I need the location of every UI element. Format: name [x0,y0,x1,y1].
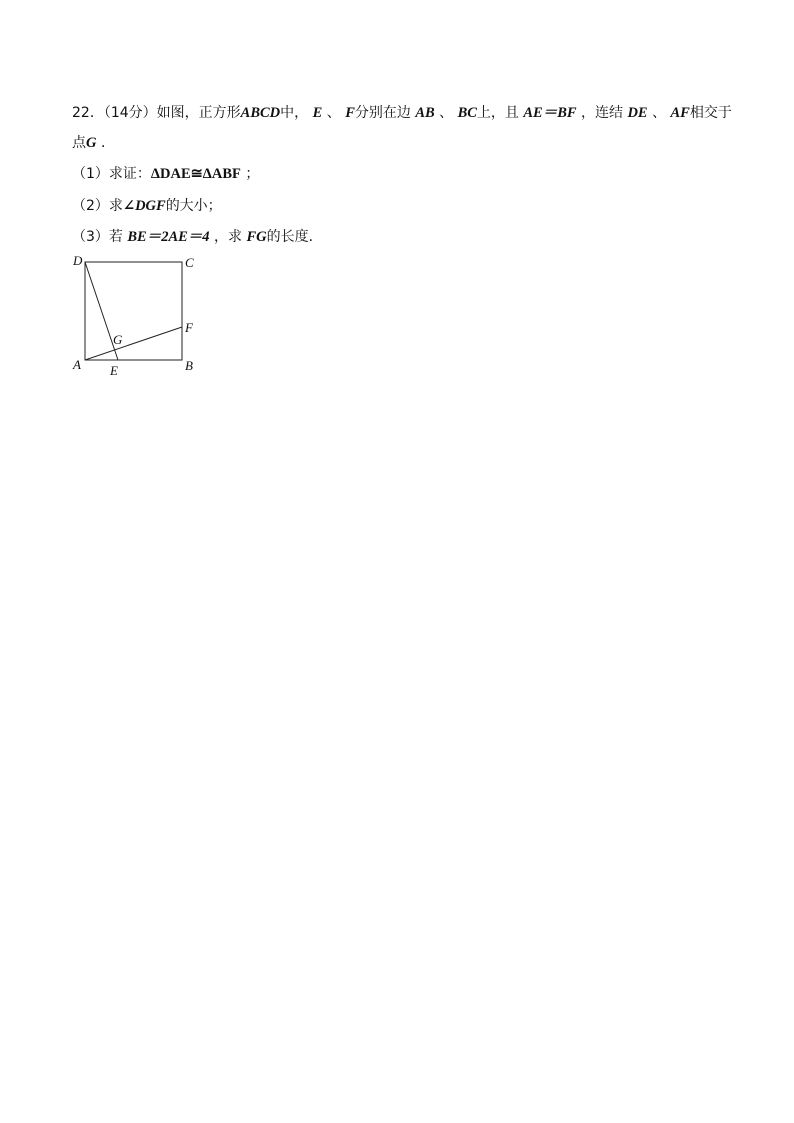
label-g: G [113,332,123,347]
problem-text: 上，且 [476,105,519,121]
problem-text: ． [100,135,115,151]
square-abcd [85,262,182,360]
problem-text: 点 [72,135,86,151]
problem-score: （14分） [103,105,157,121]
math-side-ab: AB [415,105,435,121]
segment-af [85,327,182,360]
problem-text: 如图，正方形 [156,105,241,121]
math-point-e: E [312,105,323,121]
label-b: B [185,358,193,373]
problem-text: 、 [652,105,667,121]
question-label: （3）若 [72,229,123,245]
math-congruence: ΔDAE≅ΔABF [150,166,241,182]
problem-text: 、 [439,105,454,121]
question-label: （2）求 [72,198,123,214]
label-c: C [185,255,194,270]
problem-text: 、 [326,105,341,121]
label-f: F [185,320,193,335]
math-square-abcd: ABCD [240,105,281,121]
label-e: E [110,363,118,378]
question-text: 的大小； [165,198,222,214]
math-segment-fg: FG [246,229,267,245]
problem-text: ，连结 [581,105,623,121]
problem-text: 相交于 [689,105,732,121]
problem-number: 22． [72,105,104,121]
math-condition: AE＝BF [523,105,577,121]
math-side-bc: BC [457,105,477,121]
question-label: （1）求证： [72,166,151,182]
question-text: 的长度． [266,229,323,245]
math-segment-af: AF [670,105,690,121]
question-text: ； [245,166,260,182]
label-d: D [73,253,83,268]
problem-text: 分别在边 [354,105,411,121]
math-angle-dgf: ∠DGF [122,198,166,214]
label-a: A [73,357,81,372]
problem-text: 中， [280,105,309,121]
math-condition-be: BE＝2AE＝4 [127,229,210,245]
question-text: ，求 [214,229,243,245]
math-point-g: G [86,135,97,151]
math-segment-de: DE [627,105,648,121]
geometry-figure [0,0,794,400]
math-point-f: F [345,105,355,121]
